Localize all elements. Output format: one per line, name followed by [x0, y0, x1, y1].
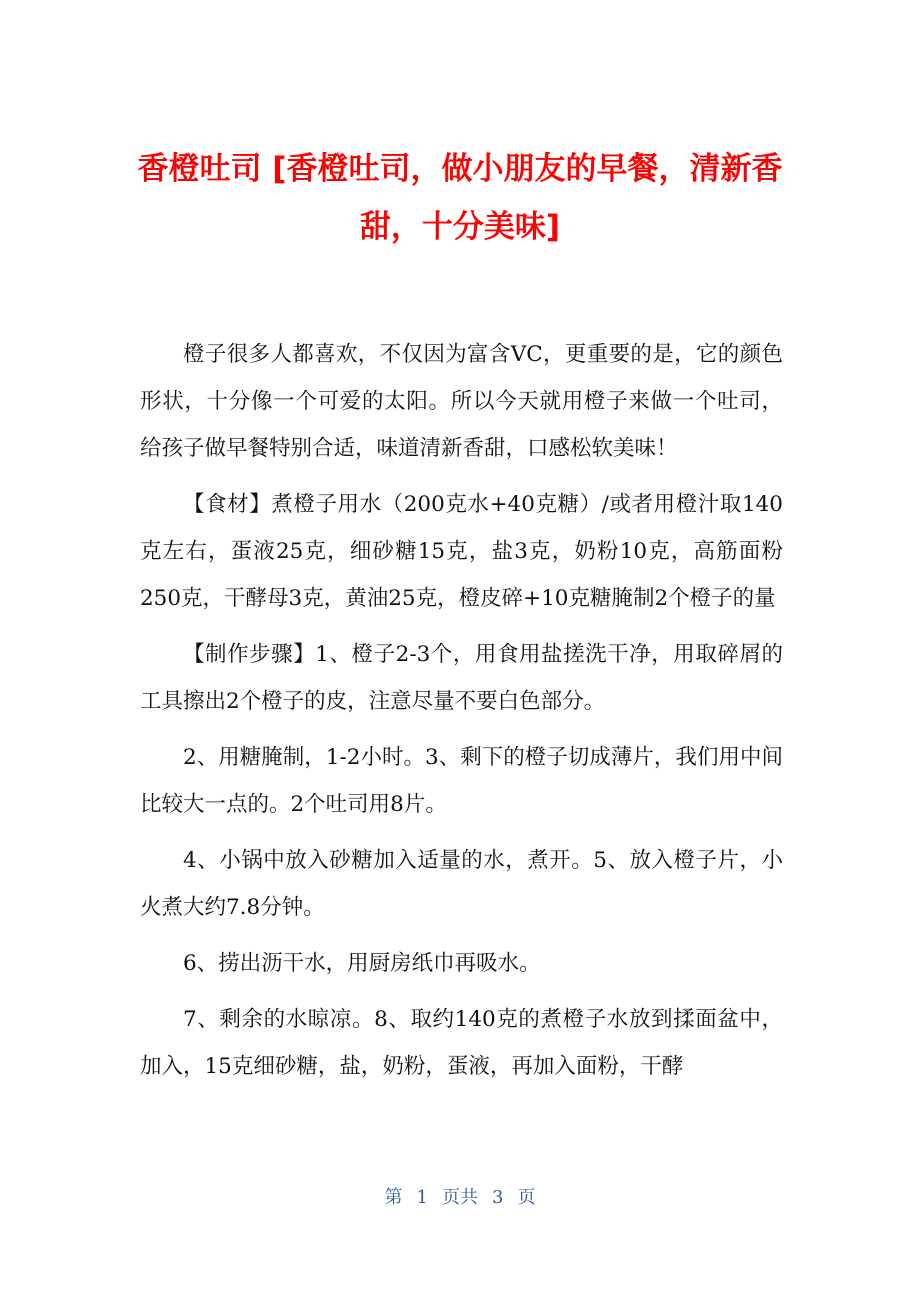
- paragraph-step-6: 6、捞出沥干水，用厨房纸巾再吸水。: [183, 951, 541, 976]
- paragraph-step-2-3: 2、用糖腌制，1-2小时。3、剩下的橙子切成薄片，我们用中间比较大一点的。2个吐司用8片。: [140, 745, 783, 817]
- footer-page-number: 1: [416, 1187, 428, 1208]
- paragraph-step-1: 【制作步骤】1、橙子2-3个，用食用盐搓洗干净，用取碎屑的工具擦出2个橙子的皮，注意尽量不要白色部分。: [140, 642, 783, 714]
- paragraph-ingredients: 【食材】煮橙子用水（200克水+40克糖）/或者用橙汁取140克左右，蛋液25克，细砂糖15克，盐3克，奶粉10克，高筋面粉250克，干酵母3克，黄油25克，橙皮碎+10克糖腌制2个橙子的量: [140, 492, 783, 611]
- paragraph-intro: 橙子很多人都喜欢，不仅因为富含VC，更重要的是，它的颜色形状，十分像一个可爱的太阳。所以今天就用橙子来做一个吐司，给孩子做早餐特别合适，味道清新香甜，口感松软美味！: [140, 342, 783, 461]
- footer-suffix: 页: [517, 1187, 536, 1208]
- footer-total-pages: 3: [492, 1187, 504, 1208]
- paragraph-step-7-8: 7、剩余的水晾凉。8、取约140克的煮橙子水放到揉面盆中，加入，15克细砂糖，盐，奶粉，蛋液，再加入面粉，干酵: [140, 1007, 783, 1079]
- paragraph-step-4-5: 4、小锅中放入砂糖加入适量的水，煮开。5、放入橙子片，小火煮大约7.8分钟。: [140, 848, 783, 920]
- footer-prefix: 第: [384, 1187, 403, 1208]
- document-title: 香橙吐司 [香橙吐司，做小朋友的早餐，清新香甜，十分美味]: [137, 151, 783, 245]
- page-footer: [0, 1183, 920, 1209]
- document-body: [140, 331, 783, 1099]
- footer-middle: 页共: [442, 1187, 478, 1208]
